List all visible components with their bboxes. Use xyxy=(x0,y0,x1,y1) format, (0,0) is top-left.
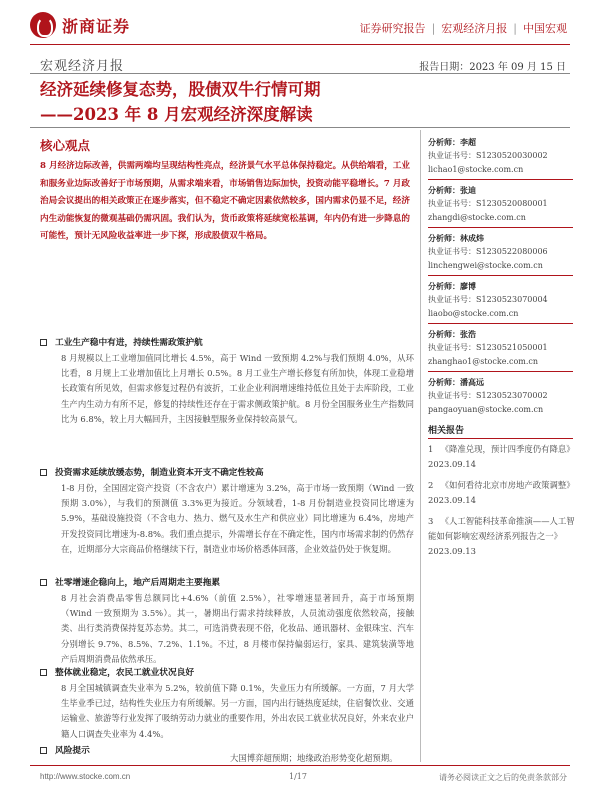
section-paragraph: 1-8 月份，全国固定资产投资（不含农户）累计增速为 3.2%，高于市场一致预期（Wind 一致预期 3.0%），与我们的预测值 3.3%更为接近。分领域看，1-8 月份制造业投资同比增速为 5.9%，基础设施投资（不含电力、热力、燃气及水生产和供应业）同比增速为 6.4%，房地产开发投资同比增速为-8.8%。我们重点提示，外需增长存在不确定性，国内市场需求制约仍然存在，近期部分大宗商品价格继续下行，制造业市场价格悉体回落，企业效益仍处于恢复期。 xyxy=(61,483,414,554)
header-link-monthly: 宏观经济月报 xyxy=(441,22,508,35)
logo-text: 浙商证券 xyxy=(62,16,131,36)
section-paragraph: 大国博弈超预期；地缘政治形势变化超预期。 xyxy=(230,753,398,763)
section-paragraph: 8 月规模以上工业增加值同比增长 4.5%，高于 Wind 一致预期 4.2%与我们预期 4.0%，从环比看，8 月规上工业增加值比上月增长 0.5%。8 月工业生产增长修复有所加快，体现工业稳增长政策有所见效，但需求修复过程仍有波折，工业企业利润增速维持低位且处于去库阶段，工业生产内生动力有所不足，修复的持续性还存在于需求侧政策护航。8 月份全国服务业生产指数同比为 6.8%，较上月大幅回升，主因接触型服务业保持较高景气。 xyxy=(61,353,414,424)
analyst-card: 分析师：张浩 执业证书号：S1230521050001 zhanghao1@stocke.com.cn xyxy=(428,328,578,372)
analyst-card: 分析师：潘高远 执业证书号：S1230523070002 pangaoyuan@stocke.com.cn xyxy=(428,377,548,414)
title-bottom-rule xyxy=(30,127,570,128)
header-links: 证券研究报告 | 宏观经济月报 | 中国宏观 xyxy=(359,22,567,35)
company-logo xyxy=(30,12,130,38)
related-reports-rule xyxy=(428,438,573,439)
report-date: 报告日期：2023 年 09 月 15 日 xyxy=(419,62,566,73)
footer-disclaimer: 请务必阅读正文之后的免责条款部分 xyxy=(439,773,567,782)
core-summary: 8 月经济边际改善，供需两端均呈现结构性亮点，经济景气水平总体保持稳定。从供给端看，工业和服务业边际改善好于市场预期，从需求端来看，市场销售边际加快，投资动能平稳增长。7 月政治局会议提出的相关政策正在逐步落实，但不稳定不确定因素依然较多，国内需求仍显不足，经济内生动能恢复的微观基础仍需巩固。我们认为，货币政策将延续宽松基调，年内仍有进一步降息的可能性，预计无风险收益率进一步下探，形成股债双牛格局。 xyxy=(40,161,410,241)
section-heading: 风险提示 xyxy=(40,744,90,756)
footer-website-link[interactable]: http://www.stocke.com.cn xyxy=(40,772,131,781)
bullet-square-icon xyxy=(40,579,47,586)
section-paragraph: 8 月全国城镇调查失业率为 5.2%，较前值下降 0.1%，失业压力有所缓解。一方面，7 月大学生毕业季已过，结构性失业压力有所缓解。另一方面，国内出行链热度延续，住宿餐饮业、交通运输业、旅游等行业发挥了吸纳劳动力就业的重要作用，外出农民工就业状况良好，外来农业户籍人口调查失业率为 4.4%。 xyxy=(61,683,414,739)
footer-rule xyxy=(30,765,570,766)
bullet-square-icon xyxy=(40,469,47,476)
page-number: 1/17 xyxy=(289,772,307,781)
section-heading: 工业生产稳中有进，持续性需政策护航 xyxy=(40,336,203,348)
section-heading: 整体就业稳定，农民工就业状况良好 xyxy=(40,666,194,678)
section-heading: 投资需求延续放缓态势，制造业资本开支不确定性较高 xyxy=(40,466,264,478)
title-top-rule xyxy=(30,73,570,74)
related-report-item[interactable]: 1 《降准兑现，预计四季度仍有降息》 2023.09.14 xyxy=(428,444,575,470)
column-divider xyxy=(420,130,421,762)
section-heading: 社零增速企稳向上，地产后周期走主要拖累 xyxy=(40,576,220,588)
header-rule xyxy=(30,44,570,45)
bullet-square-icon xyxy=(40,339,47,346)
analyst-card: 分析师：林成炜 执业证书号：S1230522080006 linchengwei@stocke.com.cn xyxy=(428,232,578,276)
bullet-square-icon xyxy=(40,669,47,676)
core-heading: 核心观点 xyxy=(40,138,91,153)
related-reports-heading: 相关报告 xyxy=(428,426,465,436)
analyst-card: 分析师：廖博 执业证书号：S1230523070004 liaobo@stocke.com.cn xyxy=(428,280,578,324)
analyst-card: 分析师：李超 执业证书号：S1230520030002 lichao1@stocke.com.cn xyxy=(428,136,578,180)
analyst-card: 分析师：张迪 执业证书号：S1230520080001 zhangdi@stocke.com.cn xyxy=(428,184,578,228)
header-link-china-macro: 中国宏观 xyxy=(523,22,567,35)
report-subtitle: ——2023 年 8 月宏观经济深度解读 xyxy=(40,105,313,124)
report-type: 宏观经济月报 xyxy=(40,59,125,74)
bullet-square-icon xyxy=(40,747,47,754)
report-title: 经济延续修复态势，股债双牛行情可期 xyxy=(40,80,321,99)
header-link-research: 证券研究报告 xyxy=(359,22,426,35)
logo-mark-icon xyxy=(30,12,56,38)
section-paragraph: 8 月社会消费品零售总额同比+4.6%（前值 2.5%），社零增速显著回升，高于市场预期（Wind 一致预期为 3.5%）。其一，暑期出行需求持续释放，人员流动强度依然较高，接触类、出行类消费保持复苏态势。其二，可选消费表现不俗，化妆品、通讯器材、金银珠宝、汽车分别增长 9.7%、8.5%、7.2%、1.1%。不过，8 月楼市保持偏弱运行，家具、建筑装潢等地产后周期消费品依然承压。 xyxy=(61,593,414,664)
related-report-item[interactable]: 3 《人工智能科技革命推演——人工智能如何影响宏观经济系列报告之一》 2023.09.13 xyxy=(428,516,575,557)
related-report-item[interactable]: 2 《如何看待北京市房地产政策调整》2023.09.14 xyxy=(428,480,575,506)
